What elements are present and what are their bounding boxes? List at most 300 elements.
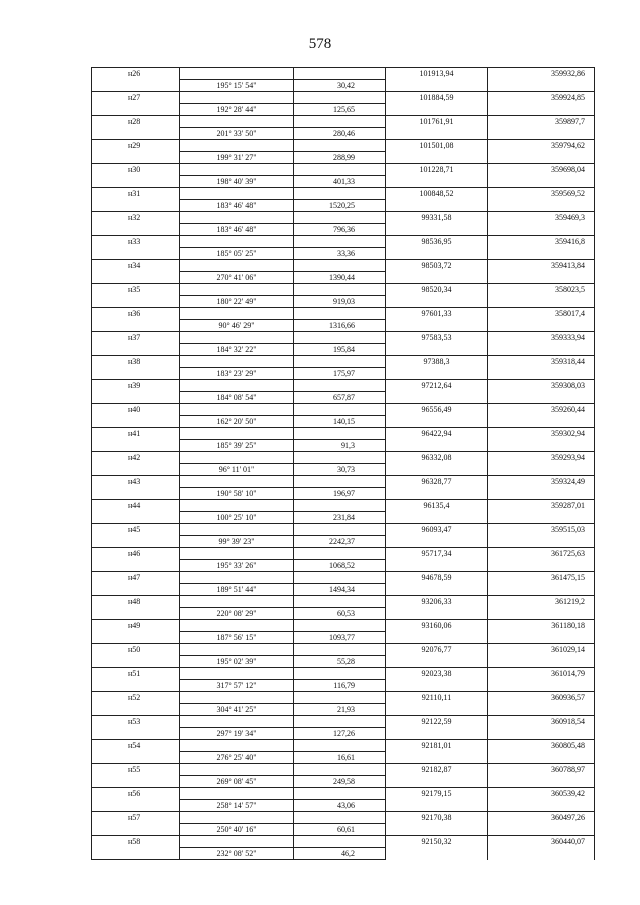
- table-row-point: [92, 92, 595, 104]
- empty-cell: [386, 224, 488, 236]
- x-coordinate-cell: 92181,01: [386, 740, 488, 752]
- direction-angle-cell: 199° 31' 27": [180, 152, 294, 164]
- empty-cell: [294, 68, 386, 80]
- empty-cell: [294, 716, 386, 728]
- y-coordinate-cell: 359308,03: [488, 380, 595, 392]
- table-row-point: [92, 836, 595, 848]
- empty-cell: [180, 596, 294, 608]
- empty-cell: [488, 656, 595, 668]
- x-coordinate-cell: 99331,58: [386, 212, 488, 224]
- direction-angle-cell: 187° 56' 15": [180, 632, 294, 644]
- empty-cell: [386, 272, 488, 284]
- y-coordinate-cell: 361180,18: [488, 620, 595, 632]
- empty-cell: [180, 524, 294, 536]
- y-coordinate-cell: 361014,79: [488, 668, 595, 680]
- point-name-cell: н44: [92, 500, 180, 512]
- empty-cell: [92, 728, 180, 740]
- table-row-point: [92, 812, 595, 824]
- empty-cell: [488, 224, 595, 236]
- empty-cell: [180, 428, 294, 440]
- length-cell: 1494,34: [294, 584, 386, 596]
- empty-cell: [180, 164, 294, 176]
- y-coordinate-cell: 360497,26: [488, 812, 595, 824]
- empty-cell: [92, 344, 180, 356]
- x-coordinate-cell: 92182,87: [386, 764, 488, 776]
- x-coordinate-cell: 96135,4: [386, 500, 488, 512]
- empty-cell: [180, 116, 294, 128]
- empty-cell: [488, 104, 595, 116]
- empty-cell: [488, 560, 595, 572]
- table-row-segment: [92, 776, 595, 788]
- empty-cell: [488, 320, 595, 332]
- empty-cell: [294, 308, 386, 320]
- empty-cell: [488, 776, 595, 788]
- empty-cell: [488, 368, 595, 380]
- point-name-cell: н53: [92, 716, 180, 728]
- table-row-point: [92, 452, 595, 464]
- table-row-segment: [92, 560, 595, 572]
- x-coordinate-cell: 97388,3: [386, 356, 488, 368]
- empty-cell: [180, 476, 294, 488]
- empty-cell: [92, 608, 180, 620]
- direction-angle-cell: 317° 57' 12": [180, 680, 294, 692]
- empty-cell: [386, 176, 488, 188]
- empty-cell: [488, 800, 595, 812]
- table-row-segment: [92, 632, 595, 644]
- empty-cell: [386, 152, 488, 164]
- table-row-point: [92, 500, 595, 512]
- length-cell: 116,79: [294, 680, 386, 692]
- empty-cell: [92, 536, 180, 548]
- empty-cell: [180, 812, 294, 824]
- empty-cell: [180, 788, 294, 800]
- empty-cell: [294, 260, 386, 272]
- direction-angle-cell: 190° 58' 10": [180, 488, 294, 500]
- empty-cell: [180, 740, 294, 752]
- empty-cell: [386, 512, 488, 524]
- table-row-segment: [92, 464, 595, 476]
- empty-cell: [488, 272, 595, 284]
- empty-cell: [294, 92, 386, 104]
- empty-cell: [294, 836, 386, 848]
- empty-cell: [294, 284, 386, 296]
- empty-cell: [180, 68, 294, 80]
- table-row-segment: [92, 680, 595, 692]
- length-cell: 21,93: [294, 704, 386, 716]
- empty-cell: [488, 632, 595, 644]
- point-name-cell: н46: [92, 548, 180, 560]
- direction-angle-cell: 232° 08' 52": [180, 848, 294, 860]
- empty-cell: [488, 728, 595, 740]
- empty-cell: [386, 248, 488, 260]
- length-cell: 195,84: [294, 344, 386, 356]
- empty-cell: [92, 680, 180, 692]
- table-row-segment: [92, 512, 595, 524]
- length-cell: 657,87: [294, 392, 386, 404]
- y-coordinate-cell: 358023,5: [488, 284, 595, 296]
- x-coordinate-cell: 96422,94: [386, 428, 488, 440]
- x-coordinate-cell: 92076,77: [386, 644, 488, 656]
- direction-angle-cell: 270° 41' 06": [180, 272, 294, 284]
- empty-cell: [386, 560, 488, 572]
- point-name-cell: н28: [92, 116, 180, 128]
- y-coordinate-cell: 359293,94: [488, 452, 595, 464]
- empty-cell: [92, 584, 180, 596]
- length-cell: 60,53: [294, 608, 386, 620]
- empty-cell: [386, 128, 488, 140]
- empty-cell: [488, 704, 595, 716]
- table-row-segment: [92, 296, 595, 308]
- empty-cell: [92, 488, 180, 500]
- table-row-segment: [92, 344, 595, 356]
- x-coordinate-cell: 96093,47: [386, 524, 488, 536]
- empty-cell: [294, 668, 386, 680]
- table-row-segment: [92, 320, 595, 332]
- point-name-cell: н55: [92, 764, 180, 776]
- empty-cell: [180, 836, 294, 848]
- x-coordinate-cell: 96328,77: [386, 476, 488, 488]
- empty-cell: [488, 440, 595, 452]
- point-name-cell: н45: [92, 524, 180, 536]
- table-row-point: [92, 284, 595, 296]
- y-coordinate-cell: 358017,4: [488, 308, 595, 320]
- empty-cell: [180, 380, 294, 392]
- direction-angle-cell: 198° 40' 39": [180, 176, 294, 188]
- empty-cell: [386, 752, 488, 764]
- table-row-segment: [92, 704, 595, 716]
- empty-cell: [488, 152, 595, 164]
- coordinates-table-body: [92, 68, 595, 860]
- x-coordinate-cell: 101228,71: [386, 164, 488, 176]
- empty-cell: [488, 488, 595, 500]
- empty-cell: [92, 440, 180, 452]
- direction-angle-cell: 162° 20' 50": [180, 416, 294, 428]
- point-name-cell: н31: [92, 188, 180, 200]
- empty-cell: [180, 356, 294, 368]
- empty-cell: [386, 656, 488, 668]
- empty-cell: [294, 764, 386, 776]
- empty-cell: [180, 548, 294, 560]
- empty-cell: [180, 404, 294, 416]
- empty-cell: [488, 344, 595, 356]
- length-cell: 127,26: [294, 728, 386, 740]
- table-row-point: [92, 620, 595, 632]
- point-name-cell: н29: [92, 140, 180, 152]
- point-name-cell: н37: [92, 332, 180, 344]
- table-row-point: [92, 404, 595, 416]
- x-coordinate-cell: 92150,32: [386, 836, 488, 848]
- empty-cell: [386, 728, 488, 740]
- table-row-segment: [92, 800, 595, 812]
- empty-cell: [92, 176, 180, 188]
- table-row-point: [92, 164, 595, 176]
- y-coordinate-cell: 359794,62: [488, 140, 595, 152]
- empty-cell: [92, 800, 180, 812]
- empty-cell: [92, 416, 180, 428]
- table-row-segment: [92, 656, 595, 668]
- x-coordinate-cell: 96332,08: [386, 452, 488, 464]
- empty-cell: [386, 848, 488, 860]
- empty-cell: [488, 680, 595, 692]
- length-cell: 196,97: [294, 488, 386, 500]
- y-coordinate-cell: 361475,15: [488, 572, 595, 584]
- empty-cell: [386, 608, 488, 620]
- direction-angle-cell: 99° 39' 23": [180, 536, 294, 548]
- x-coordinate-cell: 101501,08: [386, 140, 488, 152]
- length-cell: 33,36: [294, 248, 386, 260]
- empty-cell: [488, 608, 595, 620]
- empty-cell: [92, 104, 180, 116]
- empty-cell: [92, 848, 180, 860]
- y-coordinate-cell: 359932,86: [488, 68, 595, 80]
- table-row-point: [92, 260, 595, 272]
- empty-cell: [294, 452, 386, 464]
- table-row-segment: [92, 200, 595, 212]
- point-name-cell: н50: [92, 644, 180, 656]
- x-coordinate-cell: 97583,53: [386, 332, 488, 344]
- empty-cell: [92, 272, 180, 284]
- length-cell: 288,99: [294, 152, 386, 164]
- table-row-point: [92, 188, 595, 200]
- empty-cell: [488, 248, 595, 260]
- table-row-segment: [92, 152, 595, 164]
- y-coordinate-cell: 359287,01: [488, 500, 595, 512]
- point-name-cell: н41: [92, 428, 180, 440]
- empty-cell: [488, 584, 595, 596]
- empty-cell: [92, 632, 180, 644]
- table-row-segment: [92, 584, 595, 596]
- x-coordinate-cell: 92170,38: [386, 812, 488, 824]
- length-cell: 91,3: [294, 440, 386, 452]
- table-row-point: [92, 428, 595, 440]
- point-name-cell: н52: [92, 692, 180, 704]
- table-row-segment: [92, 368, 595, 380]
- direction-angle-cell: 189° 51' 44": [180, 584, 294, 596]
- table-row-point: [92, 212, 595, 224]
- empty-cell: [294, 164, 386, 176]
- empty-cell: [488, 752, 595, 764]
- point-name-cell: н39: [92, 380, 180, 392]
- empty-cell: [180, 92, 294, 104]
- empty-cell: [294, 524, 386, 536]
- empty-cell: [488, 512, 595, 524]
- direction-angle-cell: 185° 05' 25": [180, 248, 294, 260]
- length-cell: 125,65: [294, 104, 386, 116]
- table-row-segment: [92, 104, 595, 116]
- x-coordinate-cell: 98536,95: [386, 236, 488, 248]
- table-row-segment: [92, 128, 595, 140]
- table-row-point: [92, 788, 595, 800]
- y-coordinate-cell: 361219,2: [488, 596, 595, 608]
- empty-cell: [294, 572, 386, 584]
- direction-angle-cell: 195° 15' 54": [180, 80, 294, 92]
- empty-cell: [92, 320, 180, 332]
- y-coordinate-cell: 359413,84: [488, 260, 595, 272]
- direction-angle-cell: 201° 33' 50": [180, 128, 294, 140]
- length-cell: 60,61: [294, 824, 386, 836]
- point-name-cell: н42: [92, 452, 180, 464]
- empty-cell: [294, 116, 386, 128]
- empty-cell: [488, 296, 595, 308]
- empty-cell: [180, 644, 294, 656]
- empty-cell: [180, 140, 294, 152]
- direction-angle-cell: 180° 22' 49": [180, 296, 294, 308]
- x-coordinate-cell: 101884,59: [386, 92, 488, 104]
- table-row-point: [92, 572, 595, 584]
- empty-cell: [92, 224, 180, 236]
- empty-cell: [92, 704, 180, 716]
- y-coordinate-cell: 359698,04: [488, 164, 595, 176]
- point-name-cell: н54: [92, 740, 180, 752]
- empty-cell: [180, 188, 294, 200]
- empty-cell: [92, 80, 180, 92]
- point-name-cell: н36: [92, 308, 180, 320]
- x-coordinate-cell: 100848,52: [386, 188, 488, 200]
- y-coordinate-cell: 359324,49: [488, 476, 595, 488]
- empty-cell: [294, 788, 386, 800]
- empty-cell: [180, 668, 294, 680]
- empty-cell: [386, 824, 488, 836]
- length-cell: 43,06: [294, 800, 386, 812]
- y-coordinate-cell: 359333,94: [488, 332, 595, 344]
- empty-cell: [180, 452, 294, 464]
- empty-cell: [294, 236, 386, 248]
- empty-cell: [386, 440, 488, 452]
- direction-angle-cell: 276° 25' 40": [180, 752, 294, 764]
- point-name-cell: н35: [92, 284, 180, 296]
- y-coordinate-cell: 360440,07: [488, 836, 595, 848]
- empty-cell: [294, 692, 386, 704]
- empty-cell: [386, 80, 488, 92]
- y-coordinate-cell: 360805,48: [488, 740, 595, 752]
- direction-angle-cell: 183° 46' 48": [180, 224, 294, 236]
- length-cell: 401,33: [294, 176, 386, 188]
- length-cell: 1520,25: [294, 200, 386, 212]
- table-row-segment: [92, 752, 595, 764]
- point-name-cell: н43: [92, 476, 180, 488]
- table-row-segment: [92, 272, 595, 284]
- y-coordinate-cell: 359924,85: [488, 92, 595, 104]
- empty-cell: [180, 620, 294, 632]
- empty-cell: [386, 776, 488, 788]
- length-cell: 30,42: [294, 80, 386, 92]
- direction-angle-cell: 183° 46' 48": [180, 200, 294, 212]
- direction-angle-cell: 90° 46' 29": [180, 320, 294, 332]
- empty-cell: [386, 416, 488, 428]
- table-row-segment: [92, 536, 595, 548]
- empty-cell: [92, 776, 180, 788]
- point-name-cell: н30: [92, 164, 180, 176]
- y-coordinate-cell: 361029,14: [488, 644, 595, 656]
- length-cell: 796,36: [294, 224, 386, 236]
- empty-cell: [386, 464, 488, 476]
- empty-cell: [386, 104, 488, 116]
- empty-cell: [488, 464, 595, 476]
- table-row-point: [92, 596, 595, 608]
- x-coordinate-cell: 93160,06: [386, 620, 488, 632]
- x-coordinate-cell: 93206,33: [386, 596, 488, 608]
- empty-cell: [92, 824, 180, 836]
- table-row-segment: [92, 608, 595, 620]
- table-row-point: [92, 68, 595, 80]
- empty-cell: [294, 356, 386, 368]
- length-cell: 1093,77: [294, 632, 386, 644]
- empty-cell: [488, 392, 595, 404]
- empty-cell: [488, 200, 595, 212]
- length-cell: 231,84: [294, 512, 386, 524]
- table-row-point: [92, 644, 595, 656]
- direction-angle-cell: 195° 33' 26": [180, 560, 294, 572]
- empty-cell: [294, 188, 386, 200]
- table-row-segment: [92, 80, 595, 92]
- empty-cell: [180, 236, 294, 248]
- table-row-point: [92, 740, 595, 752]
- empty-cell: [294, 332, 386, 344]
- length-cell: 1390,44: [294, 272, 386, 284]
- direction-angle-cell: 304° 41' 25": [180, 704, 294, 716]
- table-row-point: [92, 692, 595, 704]
- table-row-segment: [92, 488, 595, 500]
- direction-angle-cell: 183° 23' 29": [180, 368, 294, 380]
- point-name-cell: н48: [92, 596, 180, 608]
- direction-angle-cell: 195° 02' 39": [180, 656, 294, 668]
- table-row-point: [92, 332, 595, 344]
- direction-angle-cell: 184° 32' 22": [180, 344, 294, 356]
- empty-cell: [488, 416, 595, 428]
- page-number: 578: [308, 36, 332, 52]
- y-coordinate-cell: 360918,54: [488, 716, 595, 728]
- length-cell: 1316,66: [294, 320, 386, 332]
- empty-cell: [92, 200, 180, 212]
- point-name-cell: н56: [92, 788, 180, 800]
- x-coordinate-cell: 101761,91: [386, 116, 488, 128]
- empty-cell: [92, 248, 180, 260]
- point-name-cell: н33: [92, 236, 180, 248]
- y-coordinate-cell: 360539,42: [488, 788, 595, 800]
- empty-cell: [92, 296, 180, 308]
- empty-cell: [180, 212, 294, 224]
- point-name-cell: н47: [92, 572, 180, 584]
- table-row-segment: [92, 848, 595, 860]
- y-coordinate-cell: 361725,63: [488, 548, 595, 560]
- table-row-point: [92, 380, 595, 392]
- point-name-cell: н27: [92, 92, 180, 104]
- x-coordinate-cell: 94678,59: [386, 572, 488, 584]
- empty-cell: [386, 200, 488, 212]
- empty-cell: [386, 584, 488, 596]
- x-coordinate-cell: 92110,11: [386, 692, 488, 704]
- empty-cell: [180, 284, 294, 296]
- length-cell: 140,15: [294, 416, 386, 428]
- direction-angle-cell: 184° 08' 54": [180, 392, 294, 404]
- empty-cell: [180, 572, 294, 584]
- empty-cell: [488, 128, 595, 140]
- point-name-cell: н26: [92, 68, 180, 80]
- length-cell: 280,46: [294, 128, 386, 140]
- empty-cell: [92, 752, 180, 764]
- direction-angle-cell: 220° 08' 29": [180, 608, 294, 620]
- empty-cell: [294, 812, 386, 824]
- empty-cell: [92, 392, 180, 404]
- empty-cell: [294, 476, 386, 488]
- empty-cell: [294, 404, 386, 416]
- y-coordinate-cell: 359260,44: [488, 404, 595, 416]
- y-coordinate-cell: 359569,52: [488, 188, 595, 200]
- length-cell: 2242,37: [294, 536, 386, 548]
- empty-cell: [92, 656, 180, 668]
- empty-cell: [386, 320, 488, 332]
- table-row-segment: [92, 824, 595, 836]
